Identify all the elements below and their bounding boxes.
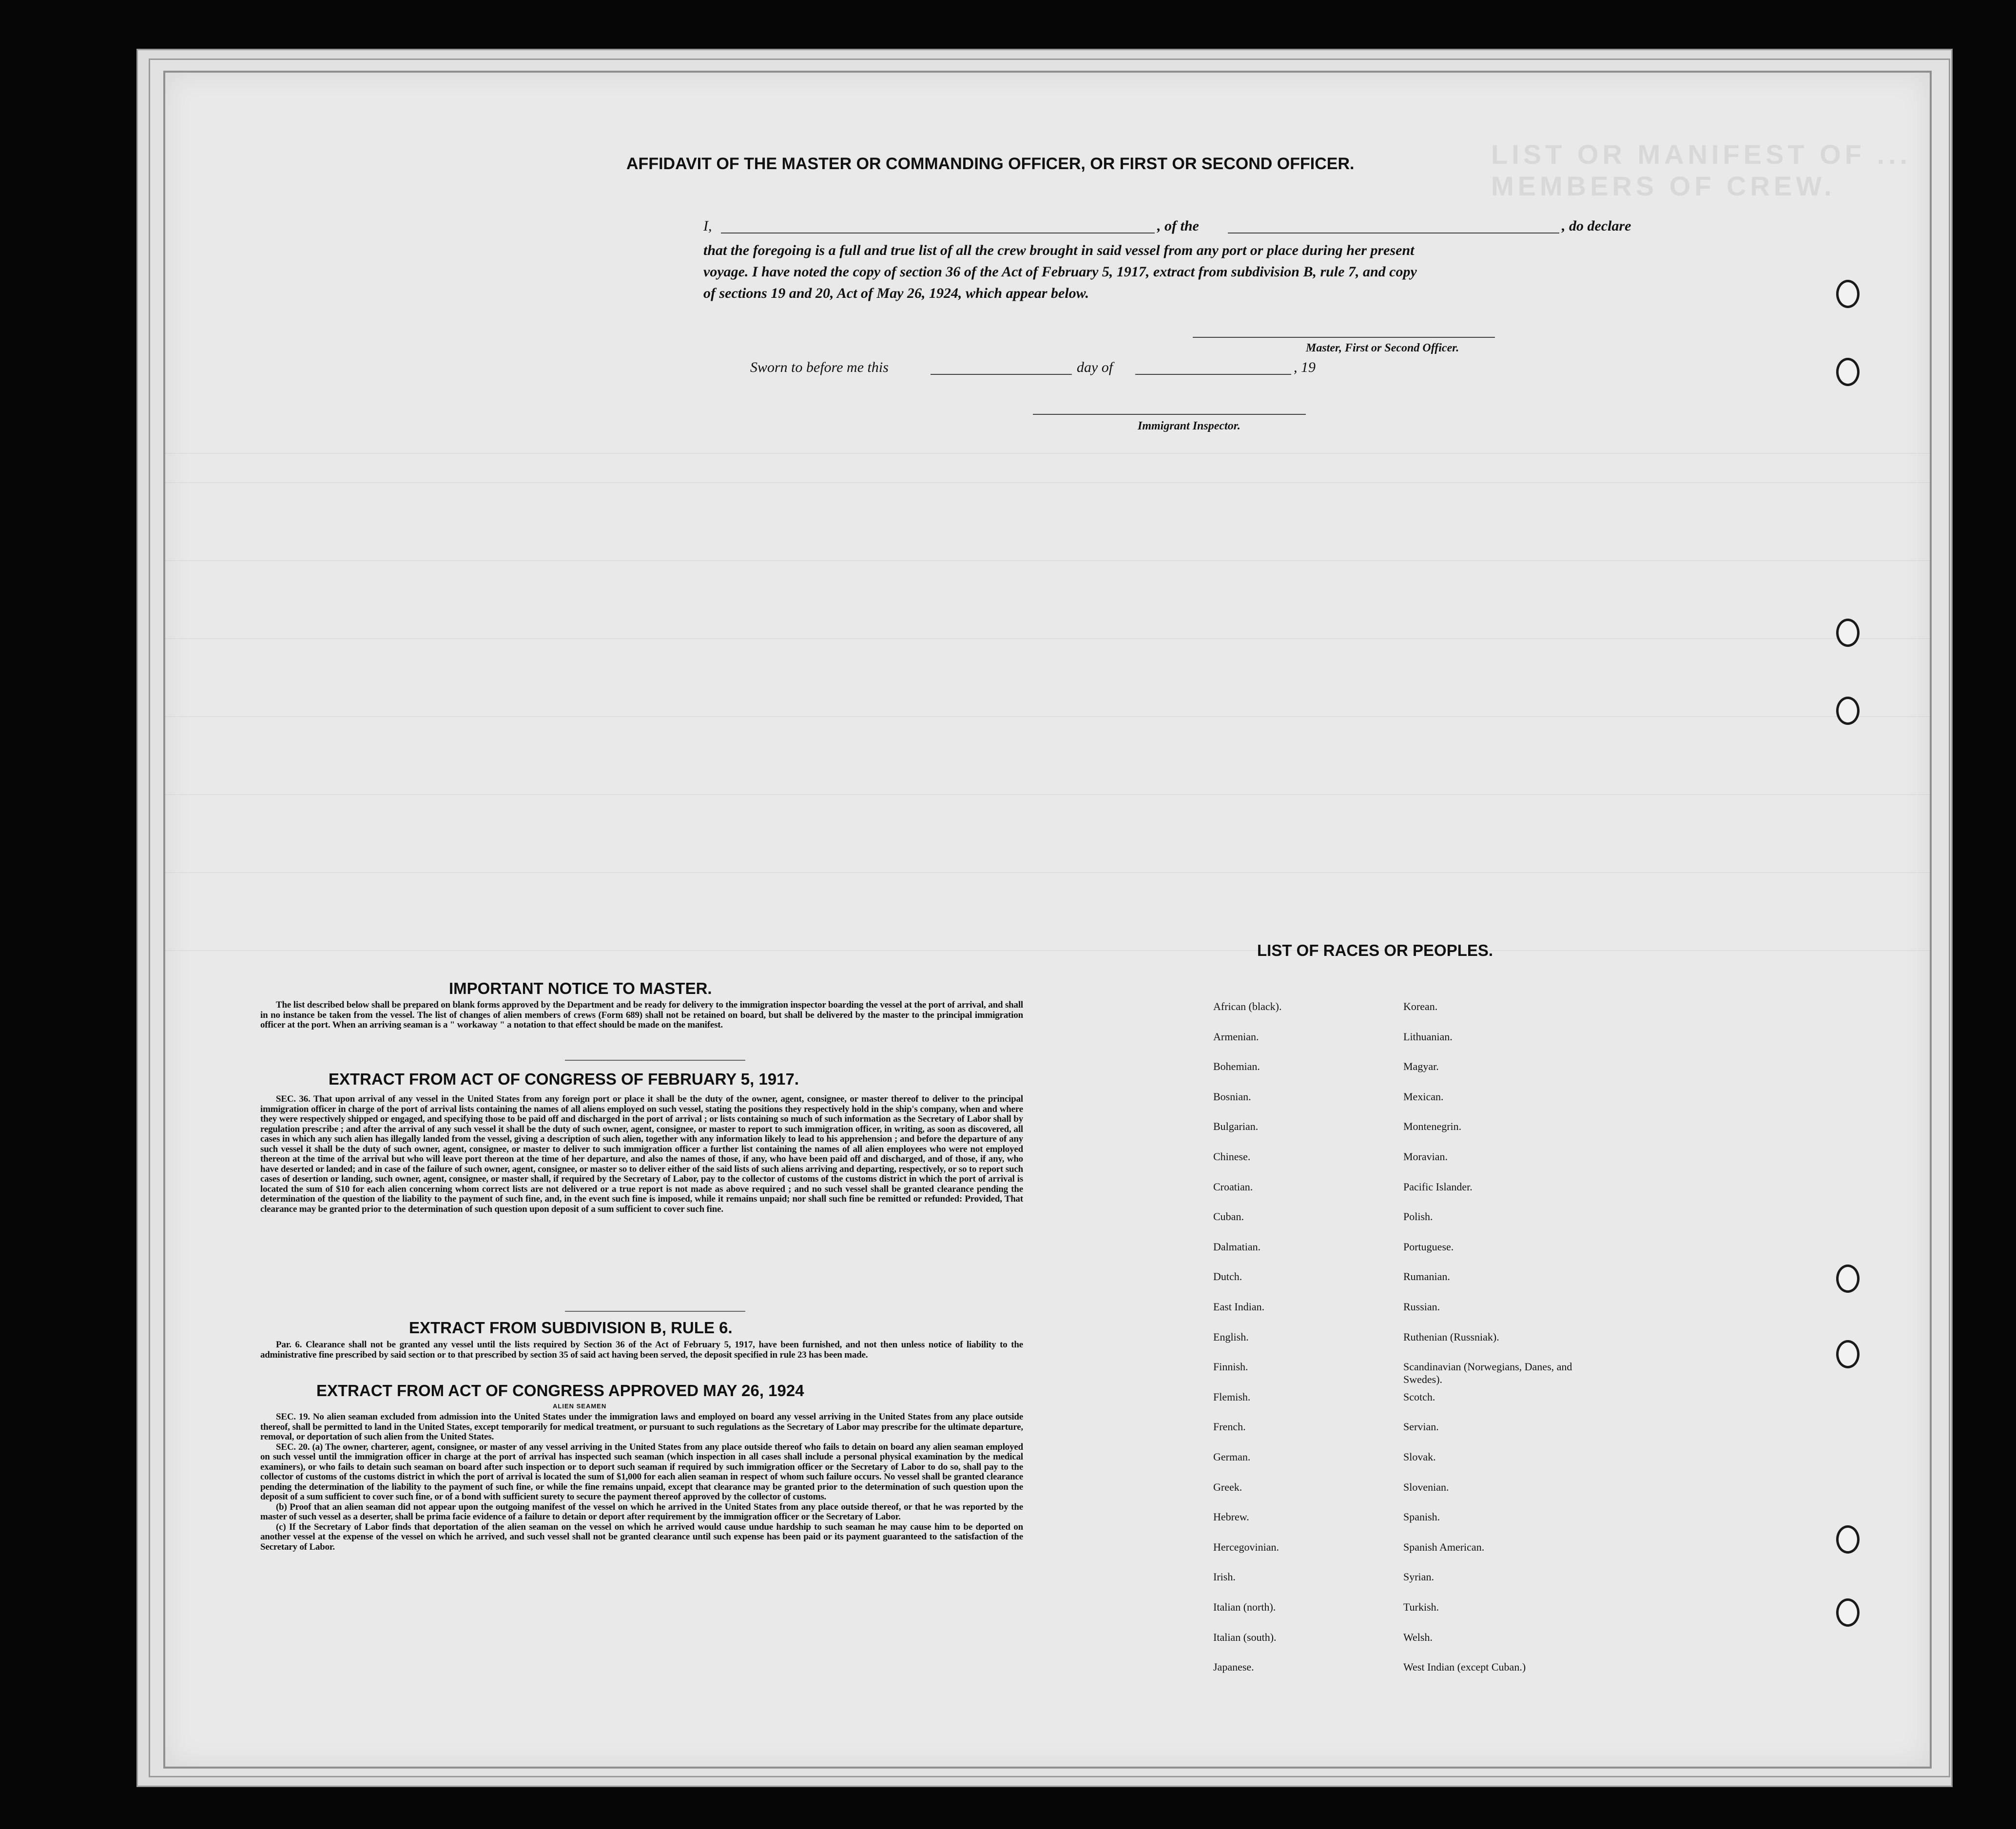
race-item: Scandinavian (Norwegians, Danes, and Swedes). (1403, 1361, 1572, 1386)
ghost-row (165, 453, 1930, 454)
race-item: Ruthenian (Russniak). (1403, 1330, 1499, 1343)
race-item: Slovenian. (1403, 1480, 1449, 1493)
race-item: German. (1213, 1451, 1251, 1463)
sworn-year: , 19 (1294, 359, 1316, 375)
binder-hole (1836, 619, 1860, 647)
ghost-row (165, 794, 1930, 795)
race-item: African (black). (1213, 1000, 1282, 1012)
race-item: French. (1213, 1420, 1246, 1433)
affidavit-heading: AFFIDAVIT OF THE MASTER OR COMMANDING OFFICER, OR FIRST OR SECOND OFFICER. (626, 155, 1355, 173)
ghost-row (165, 638, 1930, 639)
races-heading: LIST OF RACES OR PEOPLES. (1257, 941, 1493, 959)
race-item: Greek. (1213, 1480, 1242, 1493)
affidavit-line-3: voyage. I have noted the copy of section 36 of the Act of February 5, 1917, extract from subdivision B, rule 7, and copy (703, 264, 1417, 280)
race-item: Dalmatian. (1213, 1240, 1261, 1253)
ghost-row (165, 716, 1930, 717)
master-signature-label: Master, First or Second Officer. (1306, 342, 1459, 354)
race-item: Bulgarian. (1213, 1120, 1259, 1133)
race-item: Spanish American. (1403, 1540, 1485, 1553)
extract-1924-text (260, 1412, 1023, 1552)
affidavit-of-the: , of the (1157, 218, 1199, 234)
race-item: Servian. (1403, 1420, 1439, 1433)
subdivision-b-text (260, 1340, 1023, 1360)
inspector-label: Immigrant Inspector. (1138, 420, 1241, 432)
binder-hole (1836, 1525, 1860, 1554)
race-item: Magyar. (1403, 1060, 1439, 1073)
notice-paragraph: The list described below shall be prepared on blank forms approved by the Department and be ready for delivery to the immigration inspector boarding the vessel at the port of arrival, and shall in no instance be taken from the vessel. The list of changes of alien members of crews (Form 689) shall not be retained on board, but shall be delivered by the master to the principal immigration officer at the port. When an arriving seaman is a " workaway " a notation to that effect should be made on the manifest. (260, 1000, 1023, 1030)
race-item: Bosnian. (1213, 1090, 1251, 1103)
race-item: Finnish. (1213, 1361, 1248, 1373)
section-36-paragraph: SEC. 36. That upon arrival of any vessel in the United States from any foreign port or place it shall be the duty of the owner, agent, consignee, or master thereof to deliver to the principal immigration officer in charge of the port of arrival lists containing the names of all aliens employed on such vessel, stating the positions they respectively hold in the ship's company, when and where they were respectively shipped or engaged, and specifying those to be paid off and discharged in the port of arrival ; or lists containing so much of such information as the Secretary of Labor shall by regulation prescribe ; and after the arrival of any such vessel it shall be the duty of such owner, agent, consignee, or master to report to such immigration officer, in writing, as soon as discovered, all cases in which any such alien has illegally landed from the vessel, giving a description of such alien, together with any information likely to lead to his apprehension ; and before the departure of any such vessel it shall be the duty of such owner, agent, consignee, or master to deliver to such immigration officer a further list containing the names of all alien employees who were not employed thereon at the time of the arrival but who will leave port thereon at the time of her departure, and also the names of those, if any, who have been paid off and discharged, and of those, if any, who have deserted or landed; and in case of the failure of such owner, agent, consignee, or master so to deliver either of the said lists of such aliens arriving and departing, respectively, or so to report such cases of desertion or landing, such owner, agent, consignee, or master shall, if required by the Secretary of Labor, pay to the collector of customs of the customs district in which the port of arrival is located the sum of $10 for each alien concerning whom correct lists are not delivered or a true report is not made as above required ; and no such vessel shall be granted clearance pending the determination of the question of the liability to the payment of such fine, and, in the event such fine is imposed, while it remains unpaid; nor shall such fine be remitted or refunded: Provided, That clearance may be granted prior to the determination of such question upon deposit of a sum sufficient to cover such fine. (260, 1094, 1023, 1214)
race-item: Hercegovinian. (1213, 1540, 1279, 1553)
race-item: Russian. (1403, 1301, 1440, 1313)
binder-hole (1836, 280, 1860, 308)
inspector-signature-line[interactable] (1033, 414, 1306, 415)
race-item: Flemish. (1213, 1390, 1251, 1403)
affidavit-line-2: that the foregoing is a full and true list of all the crew brought in said vessel from any port or place during her present (703, 242, 1415, 258)
race-item: Slovak. (1403, 1451, 1436, 1463)
sec-20b-paragraph: (b) Proof that an alien seaman did not appear upon the outgoing manifest of the vessel on which he arrived in the United States from any place outside thereof, or that he was reported by the master of such vessel as a deserter, shall be prima facie evidence of a failure to detain or deport after requirement by the immigration officer or the Secretary of Labor. (260, 1501, 1023, 1522)
race-item: Cuban. (1213, 1210, 1244, 1223)
extract-1917-heading: EXTRACT FROM ACT OF CONGRESS OF FEBRUARY 5, 1917. (329, 1070, 799, 1088)
notice-heading: IMPORTANT NOTICE TO MASTER. (449, 979, 712, 997)
race-item: Italian (south). (1213, 1631, 1277, 1643)
binder-hole (1836, 1598, 1860, 1627)
race-item: Syrian. (1403, 1571, 1434, 1583)
binder-hole (1836, 697, 1860, 725)
ghost-row (165, 872, 1930, 873)
extract-1924-heading: EXTRACT FROM ACT OF CONGRESS APPROVED MAY 26, 1924 (316, 1381, 804, 1400)
binder-hole (1836, 358, 1860, 386)
race-item: Japanese. (1213, 1661, 1254, 1673)
race-item: Welsh. (1403, 1631, 1433, 1643)
race-item: Montenegrin. (1403, 1120, 1462, 1133)
sworn-day-of: day of (1077, 359, 1113, 375)
race-item: West Indian (except Cuban.) (1403, 1661, 1526, 1673)
race-item: Pacific Islander. (1403, 1180, 1473, 1193)
sec-19-paragraph: SEC. 19. No alien seaman excluded from admission into the United States under the immigration laws and employed on board any vessel arriving in the United States from any place outside thereof, shall be permitted to land in the United States, except temporarily for medical treatment, or pursuant to such regulations as the Secretary of Labor may prescribe for the ultimate departure, removal, or deportation of such alien from the United States. (260, 1412, 1023, 1442)
race-item: Moravian. (1403, 1150, 1448, 1163)
sworn-text: Sworn to before me this (750, 359, 889, 375)
sworn-month-line[interactable] (1135, 374, 1291, 375)
affidavit-i: I, (703, 218, 712, 234)
par-6-paragraph: Par. 6. Clearance shall not be granted any vessel until the lists required by Section 36 of the Act of February 5, 1917, have been furnished, and not then unless notice of liability to the administrative fine prescribed by said section or to that prescribed by section 35 of said act having been served, the deposit specified in rule 23 has been made. (260, 1340, 1023, 1360)
race-item: Portuguese. (1403, 1240, 1454, 1253)
race-item: Korean. (1403, 1000, 1438, 1012)
race-item: Mexican. (1403, 1090, 1444, 1103)
race-item: Rumanian. (1403, 1270, 1450, 1283)
ghost-row (165, 482, 1930, 483)
race-item: Turkish. (1403, 1601, 1439, 1613)
divider (565, 1060, 745, 1061)
ghost-heading: LIST OR MANIFEST OF ... MEMBERS OF CREW. (1491, 139, 1912, 201)
race-item: Spanish. (1403, 1511, 1440, 1523)
binder-hole (1836, 1340, 1860, 1368)
notice-text (260, 1000, 1023, 1031)
ghost-row (165, 950, 1930, 951)
race-item: English. (1213, 1330, 1249, 1343)
race-item: Lithuanian. (1403, 1030, 1453, 1043)
affidavit-line-4: of sections 19 and 20, Act of May 26, 1924, which appear below. (703, 285, 1089, 301)
affidavit-declare: , do declare (1562, 218, 1631, 234)
race-item: Bohemian. (1213, 1060, 1260, 1073)
alien-seamen-subheading: ALIEN SEAMEN (553, 1402, 607, 1410)
race-item: Croatian. (1213, 1180, 1253, 1193)
sec-20c-paragraph: (c) If the Secretary of Labor finds that deportation of the alien seaman on the vessel on which he arrived would cause undue hardship to such seaman he may cause him to be deported on another vessel at the expense of the vessel on which he arrived, and such vessel shall not be granted clearance until such expense has been paid or its payment guaranteed to the satisfaction of the Secretary of Labor. (260, 1521, 1023, 1552)
race-item: Irish. (1213, 1571, 1236, 1583)
master-signature-line[interactable] (1193, 337, 1495, 338)
race-item: Armenian. (1213, 1030, 1259, 1043)
sworn-day-line[interactable] (930, 374, 1072, 375)
sec-20a-paragraph: SEC. 20. (a) The owner, charterer, agent, consignee, or master of any vessel arriving in the United States from any place outside thereof who fails to detain on board any alien seaman employed on such vessel until the immigration officer in charge at the port of arrival has inspected such seaman (which inspection in all cases shall include a personal physical examination by the medical examiners), or who fails to detain such seaman on board after such inspection or to deport such seaman if required by such immigration officer or the Secretary of Labor to do so, shall pay to the collector of customs of the customs district in which the port of arrival is located the sum of $1,000 for each alien seaman in respect of whom such failure occurs. No vessel shall be granted clearance pending the determination of the liability to the payment of such fine, or while the fine remains unpaid, except that clearance may be granted prior to the determination of such question upon the deposit of a sum sufficient to cover such fine, or of a bond with sufficient surety to secure the payment thereof approved by the collector of customs. (260, 1441, 1023, 1502)
document-page (163, 71, 1932, 1769)
race-item: Hebrew. (1213, 1511, 1249, 1523)
binder-hole (1836, 1265, 1860, 1293)
race-item: Chinese. (1213, 1150, 1251, 1163)
race-item: Italian (north). (1213, 1601, 1276, 1613)
race-item: East Indian. (1213, 1301, 1265, 1313)
extract-1917-text (260, 1094, 1023, 1214)
ghost-row (165, 560, 1930, 561)
race-item: Scotch. (1403, 1390, 1435, 1403)
subdivision-b-heading: EXTRACT FROM SUBDIVISION B, RULE 6. (409, 1319, 733, 1337)
race-item: Polish. (1403, 1210, 1433, 1223)
race-item: Dutch. (1213, 1270, 1242, 1283)
divider (565, 1311, 745, 1312)
